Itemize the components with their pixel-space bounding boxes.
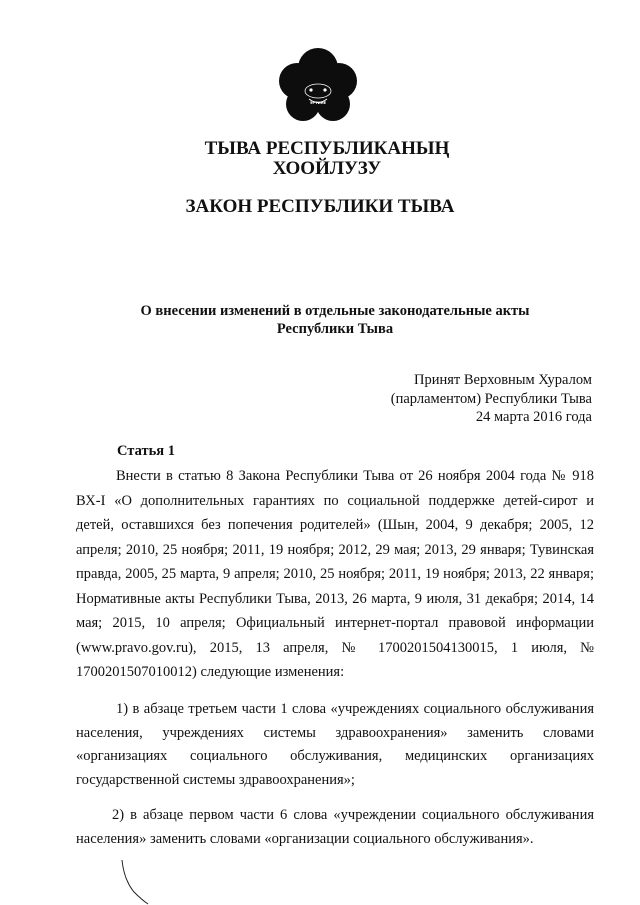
tuva-emblem-icon xyxy=(276,44,360,128)
adoption-line-1: Принят Верховным Хуралом xyxy=(414,372,592,388)
header-subtitle-tuvan: ХООЙЛУЗУ xyxy=(272,158,382,179)
article-paragraph-item-2: 2) в абзаце первом части 6 слова «учреждении социального обслуживания населения» заменить словами «организации социального обслуживания». xyxy=(76,807,594,847)
article-heading: Статья 1 xyxy=(117,443,175,459)
emblem-motto: ЭРТИНЕ xyxy=(309,101,327,105)
law-title: ЗАКОН РЕСПУБЛИКИ ТЫВА xyxy=(185,196,455,217)
adoption-date: 24 марта 2016 года xyxy=(475,409,592,425)
law-subject-line-1: О внесении изменений в отдельные законодательные акты xyxy=(140,303,530,319)
header-title-tuvan: ТЫВА РЕСПУБЛИКАНЫҢ xyxy=(204,138,450,159)
article-paragraph-intro: Внести в статью 8 Закона Республики Тыва от 26 ноября 2004 года № 918 ВХ-I «О дополнительных гарантиях по социальной поддержке детей-сирот и детей, оставшихся без попечения родителей» (Шын, 2004, 9 декабря; 2005, 12 апреля; 2010, 25 ноября; 2011, 19 ноября; 2012, 29 мая; 2013, 29 января; Тувинская правда, 2005, 25 марта, 9 апреля; 2010, 25 ноября; 2011, 19 ноября; 2013, 22 января; Нормативные акты Республики Тыва, 2013, 26 марта, 9 июля, 31 декабря; 2014, 14 мая; 2015, 10 апреля; Официальный интернет-портал правовой информации (www.pravo.gov.ru), 2015, 13 апреля, № 1700201504130015, 1 июля, № 1700201507010012) следующие изменения: xyxy=(76,468,594,680)
article-paragraph-item-1: 1) в абзаце третьем части 1 слова «учреждениях социального обслуживания населения, учреждениях системы здравоохранения» заменить словами «организациях социального обслуживания, медицинских организациях государственной системы здравоохранения»; xyxy=(76,701,594,788)
pen-mark xyxy=(116,858,156,905)
adoption-line-2: (парламентом) Республики Тыва xyxy=(390,390,592,407)
law-subject-line-2: Республики Тыва xyxy=(276,321,394,337)
adoption-note xyxy=(391,371,592,427)
